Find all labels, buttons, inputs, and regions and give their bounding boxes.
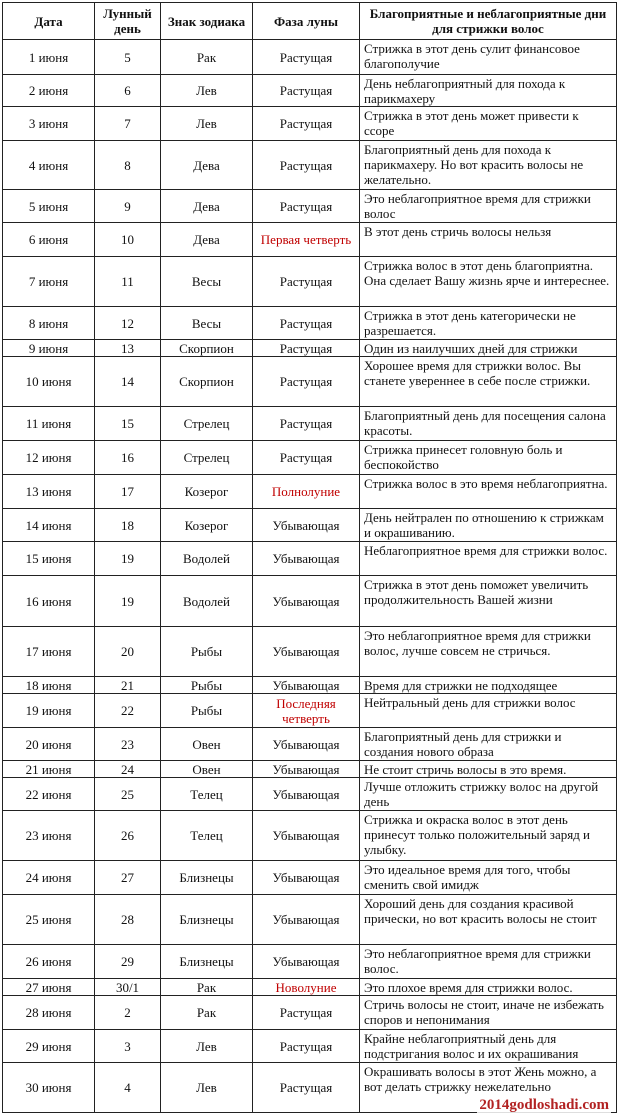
row-phase: Растущая (253, 1030, 360, 1063)
table-row (3, 223, 617, 257)
row-lunar-day: 6 (95, 75, 161, 107)
row-lunar-day: 17 (95, 475, 161, 509)
row-phase: Растущая (253, 257, 360, 307)
row-lunar-day: 21 (95, 677, 161, 694)
row-phase: Первая четверть (253, 223, 360, 257)
row-phase: Растущая (253, 407, 360, 441)
row-date: 22 июня (3, 778, 95, 811)
header-zodiac: Знак зодиака (161, 3, 253, 40)
row-zodiac: Козерог (161, 509, 253, 542)
row-lunar-day: 22 (95, 694, 161, 728)
row-date: 23 июня (3, 811, 95, 861)
table-row (3, 75, 617, 107)
row-date: 13 июня (3, 475, 95, 509)
row-date: 15 июня (3, 542, 95, 576)
row-description: Стричь волосы не стоит, иначе не избежать споров и непонимания (360, 996, 617, 1030)
row-date: 27 июня (3, 979, 95, 996)
row-date: 7 июня (3, 257, 95, 307)
row-description: Стрижка волос в это время неблагоприятна. (360, 475, 617, 509)
row-lunar-day: 4 (95, 1063, 161, 1113)
row-phase: Растущая (253, 441, 360, 475)
row-zodiac: Овен (161, 761, 253, 778)
table-row (3, 40, 617, 75)
table-row (3, 627, 617, 677)
row-zodiac: Дева (161, 223, 253, 257)
row-description: Хороший день для создания красивой прически, но вот красить волосы не стоит (360, 895, 617, 945)
row-phase: Убывающая (253, 778, 360, 811)
row-date: 4 июня (3, 141, 95, 190)
row-zodiac: Рак (161, 996, 253, 1030)
table-row (3, 141, 617, 190)
haircut-calendar-table (2, 2, 617, 1113)
row-phase: Полнолуние (253, 475, 360, 509)
row-zodiac: Лев (161, 107, 253, 141)
row-description: Это идеальное время для того, чтобы сменить свой имидж (360, 861, 617, 895)
row-description: Нейтральный день для стрижки волос (360, 694, 617, 728)
row-description: Благоприятный день для похода к парикмахеру. Но вот красить волосы не желательно. (360, 141, 617, 190)
row-description: День неблагоприятный для похода к парикмахеру (360, 75, 617, 107)
row-lunar-day: 25 (95, 778, 161, 811)
row-date: 29 июня (3, 1030, 95, 1063)
row-date: 18 июня (3, 677, 95, 694)
row-description: Благоприятный день для стрижки и создания нового образа (360, 728, 617, 761)
row-lunar-day: 8 (95, 141, 161, 190)
row-description: Это неблагоприятное время для стрижки волос. (360, 945, 617, 979)
row-lunar-day: 11 (95, 257, 161, 307)
row-zodiac: Рак (161, 40, 253, 75)
row-phase: Растущая (253, 141, 360, 190)
row-phase: Растущая (253, 996, 360, 1030)
row-lunar-day: 2 (95, 996, 161, 1030)
row-date: 24 июня (3, 861, 95, 895)
row-zodiac: Рыбы (161, 677, 253, 694)
row-lunar-day: 26 (95, 811, 161, 861)
row-zodiac: Дева (161, 141, 253, 190)
row-description: Это неблагоприятное время для стрижки волос, лучше совсем не стричься. (360, 627, 617, 677)
row-lunar-day: 29 (95, 945, 161, 979)
row-zodiac: Водолей (161, 542, 253, 576)
row-zodiac: Рыбы (161, 694, 253, 728)
row-zodiac: Весы (161, 257, 253, 307)
row-lunar-day: 30/1 (95, 979, 161, 996)
row-lunar-day: 7 (95, 107, 161, 141)
row-date: 17 июня (3, 627, 95, 677)
site-watermark: 2014godloshadi.com (479, 1097, 609, 1113)
row-zodiac: Скорпион (161, 357, 253, 407)
row-zodiac: Дева (161, 190, 253, 223)
row-description: Стрижка в этот день может привести к ссоре (360, 107, 617, 141)
row-date: 16 июня (3, 576, 95, 627)
row-phase: Растущая (253, 307, 360, 340)
row-phase: Растущая (253, 1063, 360, 1113)
row-date: 28 июня (3, 996, 95, 1030)
row-lunar-day: 9 (95, 190, 161, 223)
row-phase: Растущая (253, 75, 360, 107)
row-description: День нейтрален по отношению к стрижкам и окрашиванию. (360, 509, 617, 542)
row-date: 21 июня (3, 761, 95, 778)
row-date: 25 июня (3, 895, 95, 945)
table-row (3, 945, 617, 979)
row-description: Стрижка в этот день поможет увеличить продолжительность Вашей жизни (360, 576, 617, 627)
row-date: 26 июня (3, 945, 95, 979)
row-description: Время для стрижки не подходящее (360, 677, 617, 694)
row-zodiac: Весы (161, 307, 253, 340)
row-phase: Растущая (253, 40, 360, 75)
row-phase: Убывающая (253, 945, 360, 979)
row-phase: Новолуние (253, 979, 360, 996)
row-date: 14 июня (3, 509, 95, 542)
table-row (3, 761, 617, 778)
row-zodiac: Стрелец (161, 407, 253, 441)
row-zodiac: Овен (161, 728, 253, 761)
row-description: Благоприятный день для посещения салона красоты. (360, 407, 617, 441)
row-zodiac: Близнецы (161, 945, 253, 979)
table-row (3, 340, 617, 357)
row-phase: Убывающая (253, 728, 360, 761)
row-lunar-day: 3 (95, 1030, 161, 1063)
row-phase: Убывающая (253, 861, 360, 895)
row-date: 8 июня (3, 307, 95, 340)
row-date: 9 июня (3, 340, 95, 357)
row-zodiac: Телец (161, 778, 253, 811)
row-date: 12 июня (3, 441, 95, 475)
row-date: 6 июня (3, 223, 95, 257)
row-lunar-day: 27 (95, 861, 161, 895)
table-row (3, 996, 617, 1030)
row-lunar-day: 5 (95, 40, 161, 75)
row-phase: Убывающая (253, 677, 360, 694)
row-description: Стрижка волос в этот день благоприятна. Она сделает Вашу жизнь ярче и интереснее. (360, 257, 617, 307)
row-lunar-day: 24 (95, 761, 161, 778)
row-description: Не стоит стричь волосы в это время. (360, 761, 617, 778)
row-phase: Убывающая (253, 761, 360, 778)
row-zodiac: Телец (161, 811, 253, 861)
table-row (3, 107, 617, 141)
row-zodiac: Лев (161, 75, 253, 107)
table-row (3, 475, 617, 509)
table-row (3, 576, 617, 627)
header-phase: Фаза луны (253, 3, 360, 40)
row-phase: Растущая (253, 357, 360, 407)
table-row (3, 441, 617, 475)
row-description: Один из наилучших дней для стрижки (360, 340, 617, 357)
row-zodiac: Лев (161, 1030, 253, 1063)
table-row (3, 728, 617, 761)
row-phase: Растущая (253, 340, 360, 357)
row-date: 3 июня (3, 107, 95, 141)
row-date: 1 июня (3, 40, 95, 75)
row-lunar-day: 18 (95, 509, 161, 542)
row-phase: Убывающая (253, 542, 360, 576)
table-row (3, 811, 617, 861)
row-phase: Убывающая (253, 509, 360, 542)
table-row (3, 190, 617, 223)
row-description: Стрижка в этот день сулит финансовое благополучие (360, 40, 617, 75)
row-lunar-day: 16 (95, 441, 161, 475)
table-row (3, 861, 617, 895)
row-zodiac: Рак (161, 979, 253, 996)
row-zodiac: Лев (161, 1063, 253, 1113)
row-date: 5 июня (3, 190, 95, 223)
row-zodiac: Близнецы (161, 861, 253, 895)
row-date: 2 июня (3, 75, 95, 107)
table-row (3, 542, 617, 576)
table-row (3, 407, 617, 441)
table-row (3, 694, 617, 728)
row-zodiac: Рыбы (161, 627, 253, 677)
table-row (3, 257, 617, 307)
header-lunar-day: Лунный день (95, 3, 161, 40)
row-lunar-day: 15 (95, 407, 161, 441)
row-description: Крайне неблагоприятный день для подстригания волос и их окрашивания (360, 1030, 617, 1063)
row-phase: Убывающая (253, 895, 360, 945)
row-lunar-day: 13 (95, 340, 161, 357)
header-date: Дата (3, 3, 95, 40)
table-row (3, 509, 617, 542)
row-date: 30 июня (3, 1063, 95, 1113)
header-description: Благоприятные и неблагоприятные дни для стрижки волос (360, 3, 617, 40)
row-description: Неблагоприятное время для стрижки волос. (360, 542, 617, 576)
table-row (3, 1030, 617, 1063)
row-date: 10 июня (3, 357, 95, 407)
row-description: В этот день стричь волосы нельзя (360, 223, 617, 257)
row-phase: Растущая (253, 107, 360, 141)
row-lunar-day: 19 (95, 576, 161, 627)
table-header-row (3, 3, 617, 40)
row-lunar-day: 19 (95, 542, 161, 576)
table-row (3, 307, 617, 340)
table-row (3, 895, 617, 945)
row-description: Стрижка в этот день категорически не разрешается. (360, 307, 617, 340)
row-date: 11 июня (3, 407, 95, 441)
row-zodiac: Близнецы (161, 895, 253, 945)
row-description: Лучше отложить стрижку волос на другой день (360, 778, 617, 811)
row-phase: Убывающая (253, 811, 360, 861)
row-zodiac: Водолей (161, 576, 253, 627)
row-lunar-day: 23 (95, 728, 161, 761)
row-description: Это плохое время для стрижки волос. (360, 979, 617, 996)
row-lunar-day: 12 (95, 307, 161, 340)
row-zodiac: Козерог (161, 475, 253, 509)
row-lunar-day: 28 (95, 895, 161, 945)
row-phase: Убывающая (253, 627, 360, 677)
table-row (3, 979, 617, 996)
row-description: Окрашивать волосы в этот Жень можно, а вот делать стрижку нежелательно (360, 1063, 617, 1113)
row-description: Стрижка и окраска волос в этот день принесут только положительный заряд и улыбку. (360, 811, 617, 861)
row-description: Стрижка принесет головную боль и беспокойство (360, 441, 617, 475)
row-lunar-day: 10 (95, 223, 161, 257)
table-row (3, 357, 617, 407)
row-lunar-day: 20 (95, 627, 161, 677)
row-date: 19 июня (3, 694, 95, 728)
table-row (3, 778, 617, 811)
row-description: Это неблагоприятное время для стрижки волос (360, 190, 617, 223)
row-phase: Убывающая (253, 576, 360, 627)
row-zodiac: Стрелец (161, 441, 253, 475)
row-lunar-day: 14 (95, 357, 161, 407)
row-date: 20 июня (3, 728, 95, 761)
row-zodiac: Скорпион (161, 340, 253, 357)
row-phase: Последняя четверть (253, 694, 360, 728)
table-row (3, 677, 617, 694)
row-description: Хорошее время для стрижки волос. Вы станете увереннее в себе после стрижки. (360, 357, 617, 407)
row-phase: Растущая (253, 190, 360, 223)
